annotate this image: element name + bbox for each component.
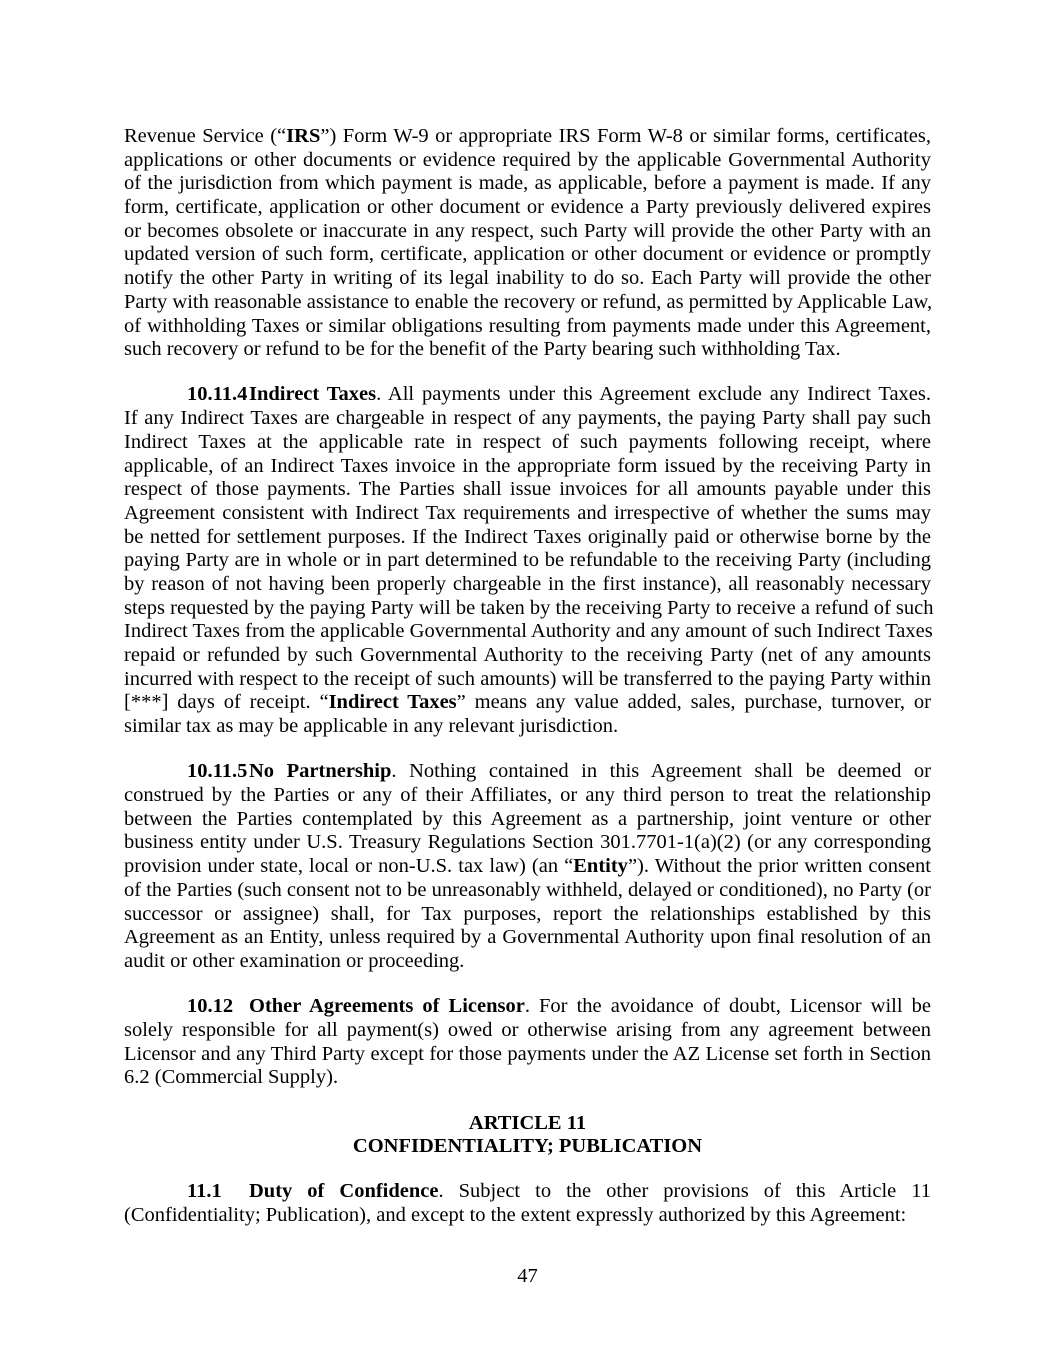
section-heading-line	[124, 383, 931, 407]
text-line: If any Indirect Taxes are chargeable in respect of any payments, the paying Party shall pay such	[124, 407, 931, 430]
section-heading-line	[124, 760, 931, 784]
text-line: form, certificate, application or other document or evidence a Party previously delivered expires	[124, 196, 931, 219]
text-line: Indirect Taxes from the applicable Governmental Authority and any amount of such Indirect Taxes	[124, 620, 933, 643]
text-run: ”). Without the prior written consent	[627, 855, 931, 878]
text-line: construed by the Parties or any of their Affiliates, or any third person to treat the relationship	[124, 784, 931, 807]
text-run: . Nothing contained in this Agreement shall be deemed or	[391, 760, 931, 783]
section-title: Other Agreements of Licensor	[249, 995, 525, 1018]
text-line: paying Party are in whole or in part determined to be refundable to the receiving Party (including	[124, 549, 931, 572]
text-line: business entity under U.S. Treasury Regulations Section 301.7701-1(a)(2) (or any corresponding	[124, 831, 931, 854]
text-line: or becomes obsolete or inaccurate in any respect, such Party will provide the other Party with an	[124, 219, 931, 242]
text-line: of withholding Taxes or similar obligations resulting from payments made under this Agreement,	[124, 314, 931, 337]
section-title: Duty of Confidence	[249, 1180, 439, 1203]
text-line	[124, 691, 931, 715]
section-number: 10.12	[187, 995, 234, 1018]
text-line: Party with reasonable assistance to enable the recovery or refund, as permitted by Applicable Law,	[124, 290, 933, 313]
text-line	[124, 125, 931, 149]
text-line: steps requested by the paying Party will be taken by the receiving Party to receive a refund of such	[124, 596, 934, 619]
text-line: solely responsible for all payment(s) owed or otherwise arising from any agreement between	[124, 1018, 931, 1041]
text-line: by reason of not having been properly chargeable in the first instance), all reasonably necessary	[124, 572, 931, 595]
text-line: 6.2 (Commercial Supply).	[124, 1066, 339, 1089]
text-line: be netted for settlement purposes. If the Indirect Taxes originally paid or otherwise borne by the	[124, 525, 931, 548]
text-line: Indirect Taxes at the applicable rate in respect of such payments following receipt, where	[124, 430, 931, 453]
text-line: Agreement consistent with Indirect Tax requirements and irrespective of whether the sums may	[124, 501, 931, 524]
page-number: 47	[517, 1265, 538, 1287]
text-run: ” means any value added, sales, purchase, turnover, or	[456, 691, 931, 714]
section-title: Indirect Taxes	[249, 383, 377, 406]
text-run: Revenue Service (“	[124, 125, 287, 147]
text-line: updated version of such form, certificate, application or other document or evidence or promptly	[124, 243, 931, 266]
text-line: repaid or refunded by such Governmental Authority to the receiving Party (net of any amounts	[124, 644, 931, 667]
article-title: CONFIDENTIALITY; PUBLICATION	[352, 1135, 703, 1158]
text-line: applicable, of an Indirect Taxes invoice in the appropriate form issued by the receiving Party in	[124, 454, 931, 477]
text-line: incurred with respect to the receipt of such amounts) will be transferred to the paying Party within	[124, 667, 931, 690]
defined-term-entity: Entity	[573, 855, 628, 878]
text-line: respect of those payments. The Parties shall issue invoices for all amounts payable under this	[124, 478, 931, 501]
text-line: notify the other Party in writing of its legal inability to do so. Each Party will provide the other	[124, 267, 931, 290]
section-heading-line	[124, 995, 931, 1019]
text-line: Agreement as an Entity, unless required by a Governmental Authority upon final resolution of an	[124, 926, 931, 949]
text-line: of the jurisdiction from which payment is made, as applicable, before a payment is made. If any	[124, 172, 931, 195]
paragraph-tax-forms	[124, 125, 931, 362]
text-line: similar tax as may be applicable in any relevant jurisdiction.	[124, 715, 619, 738]
article-label: ARTICLE 11	[468, 1111, 587, 1134]
section-heading-line	[124, 1180, 931, 1204]
defined-term-indirect-taxes: Indirect Taxes	[328, 691, 457, 714]
text-line: Licensor and any Third Party except for those payments under the AZ License set forth in Section	[124, 1042, 931, 1065]
text-line	[124, 855, 931, 879]
document-body	[124, 125, 934, 1249]
text-line: successor or assignee) shall, for Tax purposes, report the relationships established by this	[124, 902, 931, 925]
text-line: audit or other examination or proceeding.	[124, 949, 465, 972]
article-heading	[124, 1112, 931, 1159]
section-number: 10.11.5	[187, 760, 248, 783]
section-10-11-4	[124, 383, 934, 738]
defined-term-irs: IRS	[286, 125, 321, 147]
section-10-12	[124, 995, 931, 1090]
section-number: 10.11.4	[187, 383, 248, 406]
text-line: (Confidentiality; Publication), and except to the extent expressly authorized by this Agreement:	[124, 1204, 907, 1227]
section-title: No Partnership	[249, 760, 392, 783]
text-run: ”) Form W-9 or appropriate IRS Form W-8 or similar forms, certificates,	[320, 125, 931, 147]
section-11-1	[124, 1180, 931, 1227]
text-run: . All payments under this Agreement exclude any Indirect Taxes.	[376, 383, 932, 406]
section-number: 11.1	[187, 1180, 222, 1203]
text-line: applications or other documents or evidence required by the applicable Governmental Authority	[124, 148, 931, 171]
text-line: between the Parties contemplated by this Agreement as a partnership, joint venture or other	[124, 807, 931, 830]
text-line: such recovery or refund to be for the benefit of the Party bearing such withholding Tax.	[124, 338, 841, 361]
text-line: of the Parties (such consent not to be unreasonably withheld, delayed or conditioned), no Party (or	[124, 878, 931, 901]
text-run: [***] days of receipt. “	[124, 691, 329, 714]
text-run: provision under state, local or non-U.S. tax law) (an “	[124, 855, 574, 878]
text-run: . Subject to the other provisions of this Article 11	[438, 1180, 932, 1203]
section-10-11-5	[124, 760, 931, 973]
text-run: . For the avoidance of doubt, Licensor will be	[524, 995, 931, 1018]
